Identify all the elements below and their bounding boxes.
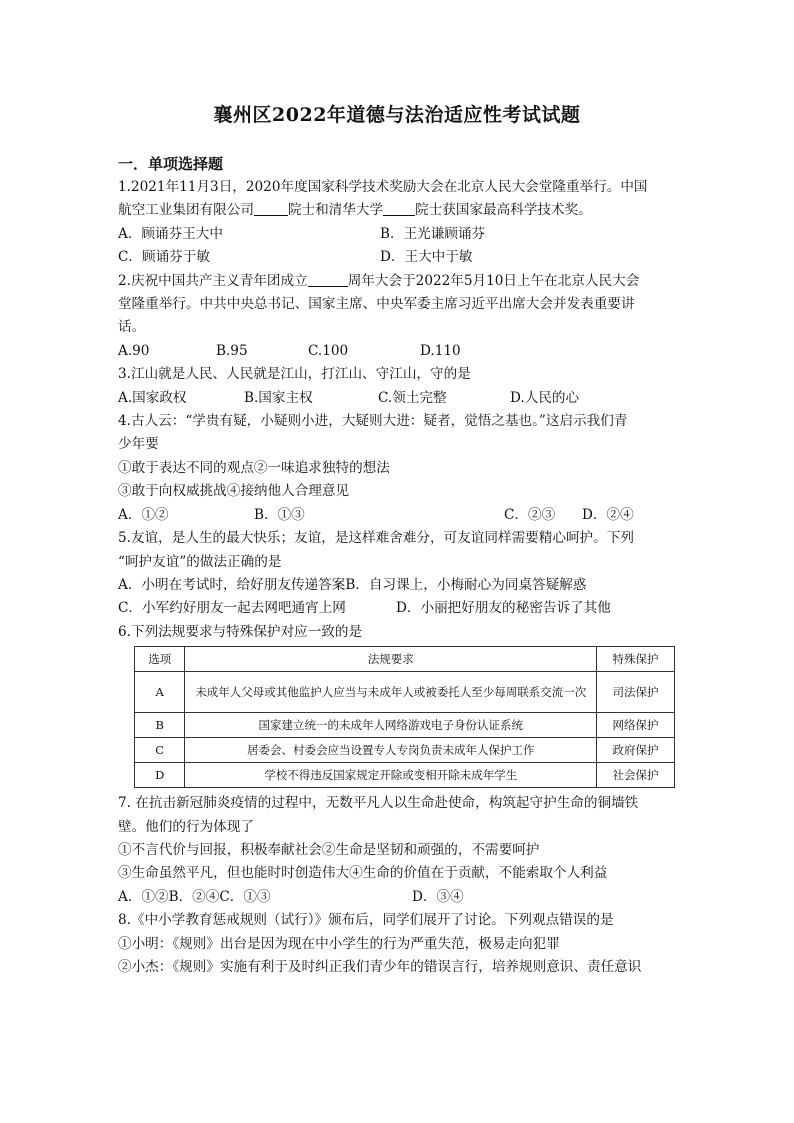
question-7-statements-2: ③生命虽然平凡，但也能时时创造伟大④生命的价值在于贡献，不能索取个人利益 — [118, 865, 608, 882]
answer-blank — [254, 200, 288, 216]
question-5-options-row-2 — [118, 597, 678, 620]
question-7-statements-1: ①不言代价与回报，积极奉献社会②生命是坚韧和顽强的，不需要呵护 — [118, 841, 540, 858]
table-header-cell: 特殊保护 — [597, 647, 675, 672]
question-1-line-1: 1.2021年11月3日，2020年度国家科学技术奖励大会在北京人民大会堂隆重举行。中国 — [118, 179, 648, 195]
answer-blank — [383, 200, 415, 216]
table-row — [135, 738, 675, 763]
table-cell: A — [135, 672, 185, 713]
option-b: B．①③ — [254, 506, 305, 523]
question-5-options-row-1: A．小明在考试时，给好朋友传递答案B．自习课上，小梅耐心为同桌答疑解惑 — [118, 576, 587, 593]
option-d: D．③④ — [412, 888, 464, 905]
option-a: A.90 — [118, 342, 150, 359]
option-c: C.100 — [308, 342, 349, 359]
table-cell: 国家建立统一的未成年人网络游戏电子身份认证系统 — [185, 713, 597, 738]
question-8-statements-2: ②小杰：《规则》实施有利于及时纠正我们青少年的错误言行，培养规则意识、责任意识 — [118, 958, 642, 975]
table-cell: 社会保护 — [597, 763, 675, 788]
question-7-options — [118, 886, 678, 909]
question-1-options-row-1 — [118, 223, 678, 246]
table-cell: 网络保护 — [597, 713, 675, 738]
table-cell: 学校不得违反国家规定开除或变相开除未成年学生 — [185, 763, 597, 788]
table-cell: C — [135, 738, 185, 763]
question-7-line-2: 壁。他们的行为体现了 — [118, 818, 254, 835]
question-7-line-1: 7. 在抗击新冠肺炎疫情的过程中，无数平凡人以生命赴使命，构筑起守护生命的铜墙铁 — [118, 795, 639, 812]
table-cell: 司法保护 — [597, 672, 675, 713]
question-4-line-2: 少年要 — [118, 436, 159, 453]
question-2-options — [118, 340, 678, 363]
question-8-line-1: 8.《中小学教育惩戒规则（试行）》颁布后，同学们展开了讨论。下列观点错误的是 — [118, 912, 614, 929]
option-d: D.110 — [420, 342, 461, 359]
question-list — [118, 176, 678, 979]
option-a: A．①② — [118, 506, 169, 523]
table-cell: 政府保护 — [597, 738, 675, 763]
question-4-statements-1: ①敢于表达不同的观点②一味追求独特的想法 — [118, 459, 390, 476]
regulation-table — [134, 646, 675, 788]
option-d: D．王大中于敏 — [380, 249, 473, 266]
answer-blank — [308, 271, 348, 287]
option-b: B.国家主权 — [244, 389, 313, 406]
page-title: 襄州区2022年道德与法治适应性考试试题 — [213, 104, 581, 126]
option-d: D．小丽把好朋友的秘密告诉了其他 — [396, 600, 611, 617]
option-b: B.95 — [216, 342, 248, 359]
table-header-row — [135, 647, 675, 672]
table-row — [135, 713, 675, 738]
option-a: A.国家政权 — [118, 389, 187, 406]
option-c: C.领土完整 — [378, 389, 447, 406]
question-1-options-row-2 — [118, 246, 678, 269]
option-c: C．②③ — [504, 506, 556, 523]
question-3-options — [118, 387, 678, 410]
option-abc: A．①②B．②④C．①③ — [118, 888, 271, 905]
table-cell: 居委会、村委会应当设置专人专岗负责未成年人保护工作 — [185, 738, 597, 763]
table-row — [135, 763, 675, 788]
question-2-line-2: 堂隆重举行。中共中央总书记、国家主席、中央军委主席习近平出席大会并发表重要讲 — [118, 296, 635, 313]
table-header-cell: 选项 — [135, 647, 185, 672]
option-d: D．②④ — [582, 506, 634, 523]
question-1-line-2: 航空工业集团有限公司 院士和清华大学 院士获国家最高科学技术奖。 — [118, 202, 592, 219]
option-d: D.人民的心 — [510, 389, 580, 406]
question-8-statements-1: ①小明：《规则》出台是因为现在中小学生的行为严重失范，极易走向犯罪 — [118, 935, 560, 952]
question-3-line-1: 3.江山就是人民、人民就是江山，打江山、守江山，守的是 — [118, 366, 471, 383]
option-c: C．小军约好朋友一起去网吧通宵上网 — [118, 600, 346, 617]
option-c: C．顾诵芬于敏 — [118, 249, 210, 266]
question-5-line-2: “呵护友谊”的做法正确的是 — [118, 553, 282, 570]
question-2-line-1: 2.庆祝中国共产主义青年团成立 周年大会于2022年5月10日上午在北京人民大会 — [118, 272, 640, 289]
table-row — [135, 672, 675, 713]
table-cell: 未成年人父母或其他监护人应当与未成年人或被委托人至少每周联系交流一次 — [185, 672, 597, 713]
question-2-line-3: 话。 — [118, 319, 146, 336]
section-heading: 一．单项选择题 — [118, 155, 224, 173]
question-5-line-1: 5.友谊，是人生的最大快乐；友谊，是这样难舍难分，可友谊同样需要精心呵护。下列 — [118, 530, 634, 547]
question-4-line-1: 4.古人云：“学贵有疑，小疑则小进，大疑则大进：疑者，觉悟之基也。”这启示我们青 — [118, 413, 628, 430]
table-header-cell: 法规要求 — [185, 647, 597, 672]
table-cell: B — [135, 713, 185, 738]
table-cell: D — [135, 763, 185, 788]
option-b: B．王光谦顾诵芬 — [380, 225, 486, 242]
question-4-statements-2: ③敢于向权威挑战④接纳他人合理意见 — [118, 483, 350, 500]
question-4-options — [118, 504, 678, 527]
option-a: A．顾诵芬王大中 — [118, 225, 223, 242]
question-6-line-1: 6.下列法规要求与特殊保护对应一致的是 — [118, 623, 363, 640]
